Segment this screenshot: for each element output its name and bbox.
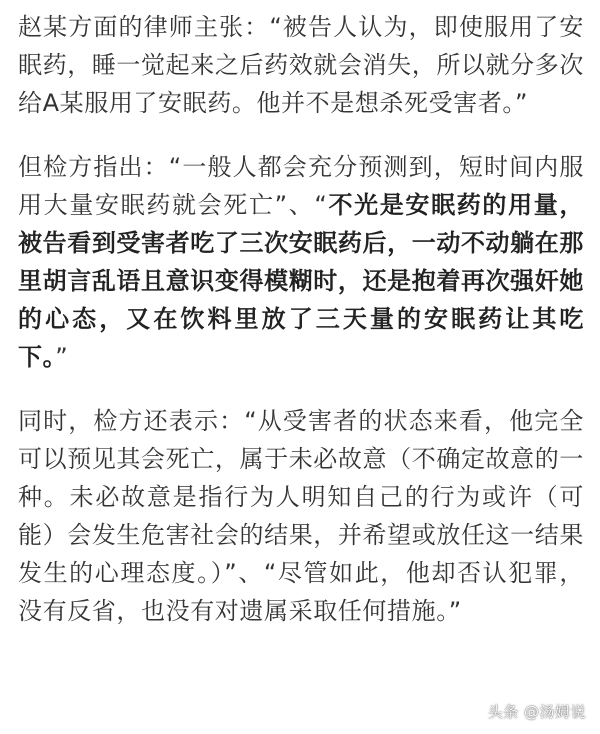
paragraph-prosecution-statement — [18, 402, 584, 630]
article-body — [18, 8, 584, 656]
paragraph-tail-text: ” — [55, 343, 69, 371]
watermark: 头条 @汤姆说 — [487, 703, 586, 721]
paragraph-defense-claim — [18, 8, 584, 122]
paragraph-prosecution-point — [18, 148, 584, 376]
paragraph-bold-text: 不光是安眠药的用量，被告看到受害者吃了三次安眠药后，一动不动躺在那里胡言乱语且意识变得模糊时，还是抱着再次强奸她的心态，又在饮料里放了三天量的安眠药让其吃下。 — [18, 191, 584, 371]
paragraph-text: 同时，检方还表示：“从受害者的状态来看，他完全可以预见其会死亡，属于未必故意（不确定故意的一种。未必故意是指行为人明知自己的行为或许（可能）会发生危害社会的结果，并希望或放任这一结果发生的心理态度。）”、“尽管如此，他却否认犯罪，没有反省，也没有对遗属采取任何措施。” — [18, 407, 584, 625]
paragraph-lead-text: 但检方指出：“一般人都会充分预测到，短时间内服用大量安眠药就会死亡”、“ — [18, 153, 584, 219]
paragraph-text: 赵某方面的律师主张：“被告人认为，即使服用了安眠药，睡一觉起来之后药效就会消失，所以就分多次给A某服用了安眠药。他并不是想杀死受害者。” — [18, 13, 584, 117]
